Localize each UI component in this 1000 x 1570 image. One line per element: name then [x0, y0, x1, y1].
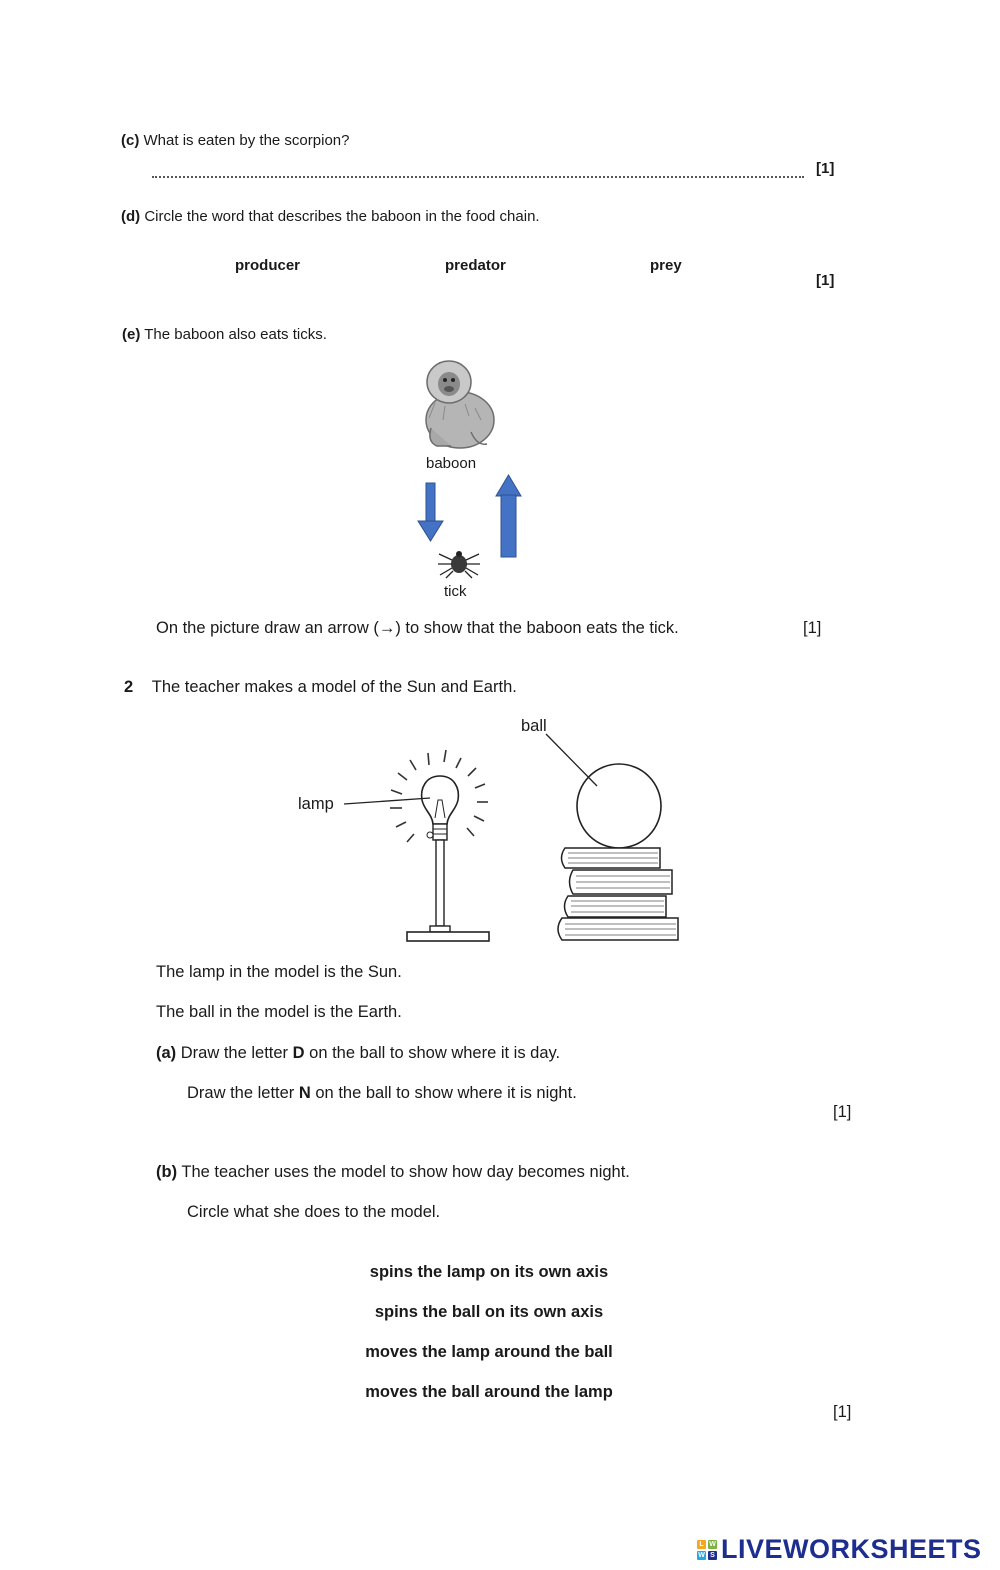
q1d-mark: [1]	[816, 272, 835, 289]
q2b-option-3[interactable]: moves the lamp around the ball	[365, 1343, 613, 1361]
q2-line2: The ball in the model is the Earth.	[156, 1003, 402, 1021]
q2b-label: (b)	[156, 1163, 178, 1181]
q2a-line2	[187, 1084, 577, 1103]
baboon-label: baboon	[426, 455, 477, 472]
q2a-text-d-post: on the ball to show where it is day.	[304, 1044, 561, 1062]
q2b-mark: [1]	[833, 1403, 852, 1421]
logo-letter-4: S	[708, 1551, 717, 1560]
q2a-label: (a)	[156, 1044, 177, 1062]
tick-image	[437, 548, 481, 578]
q2b-text2: Circle what she does to the model.	[187, 1203, 441, 1221]
lamp-label: lamp	[298, 795, 334, 813]
q1c-mark: [1]	[816, 160, 835, 177]
q2a-mark: [1]	[833, 1103, 852, 1121]
q2a-letter-d: D	[292, 1044, 305, 1062]
q2b-option-2[interactable]: spins the ball on its own axis	[374, 1303, 604, 1321]
q2b-text: The teacher uses the model to show how day becomes night.	[181, 1163, 630, 1181]
logo-letter-3: W	[698, 1551, 705, 1559]
liveworksheets-logo[interactable]	[697, 1534, 982, 1565]
q2-number: 2	[124, 678, 134, 696]
q2a-letter-n: N	[298, 1084, 311, 1102]
q1e-label: (e)	[122, 326, 141, 343]
q2a-line1	[156, 1044, 560, 1063]
sun-earth-model-diagram	[290, 710, 690, 945]
q1c-question	[121, 132, 349, 149]
q2a-text-pre2: Draw the letter	[187, 1084, 299, 1102]
logo-letter-2: W	[709, 1540, 716, 1548]
q1c-text: What is eaten by the scorpion?	[143, 132, 350, 149]
logo-letter-1: L	[697, 1540, 706, 1549]
q1c-label: (c)	[121, 132, 140, 149]
q1d-option-predator[interactable]: predator	[445, 257, 506, 274]
q1e-instruction: On the picture draw an arrow (→) to show that the baboon eats the tick.	[156, 619, 679, 637]
q2-intro-text: The teacher makes a model of the Sun and Earth.	[151, 678, 517, 696]
q2a-text-n-post: on the ball to show where it is night.	[310, 1084, 577, 1102]
q2a-text-pre: Draw the letter	[180, 1044, 293, 1062]
logo-mark-icon	[697, 1540, 717, 1560]
q2-line1: The lamp in the model is the Sun.	[156, 963, 402, 981]
q1d-question	[121, 208, 540, 225]
logo-text: LIVEWORKSHEETS	[721, 1534, 982, 1564]
ball-label: ball	[521, 717, 547, 735]
q1c-answer-line[interactable]	[152, 176, 804, 178]
arrow-down-icon	[417, 483, 445, 543]
q2b-question	[156, 1163, 630, 1182]
q1e-text: The baboon also eats ticks.	[144, 326, 327, 343]
q1d-label: (d)	[121, 208, 141, 225]
q2b-option-1[interactable]: spins the lamp on its own axis	[369, 1263, 609, 1281]
baboon-image	[415, 358, 500, 450]
q1d-option-producer[interactable]: producer	[235, 257, 301, 274]
q1d-text: Circle the word that describes the baboon in the food chain.	[144, 208, 540, 225]
q1d-option-prey[interactable]: prey	[650, 257, 682, 274]
tick-label: tick	[444, 583, 467, 600]
arrow-up-icon	[495, 474, 523, 558]
q1e-question	[122, 326, 327, 343]
q2b-option-4[interactable]: moves the ball around the lamp	[365, 1383, 613, 1401]
q2-intro	[124, 678, 517, 697]
q1e-mark: [1]	[803, 619, 822, 637]
